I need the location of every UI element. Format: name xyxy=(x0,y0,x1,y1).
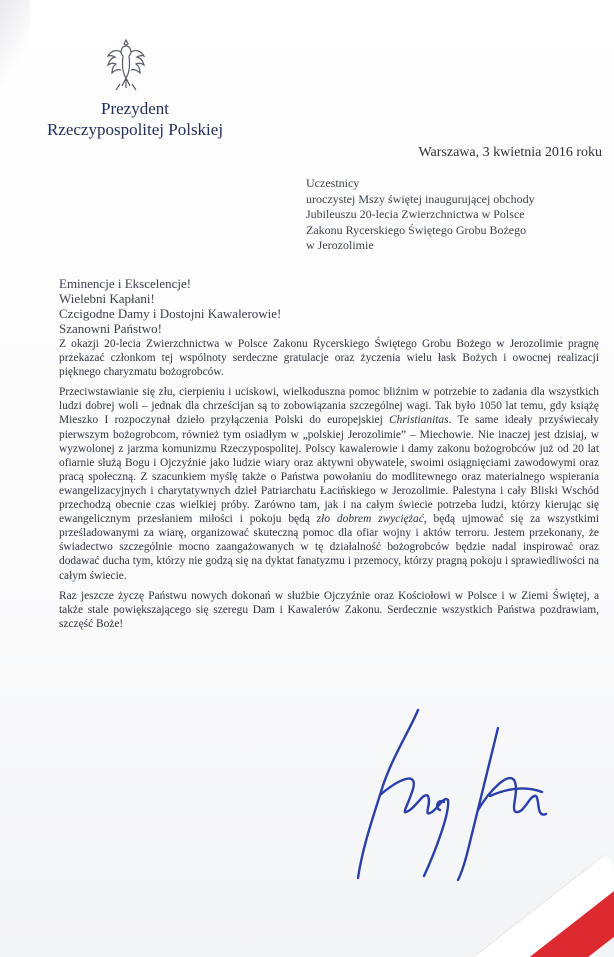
paragraph-1: Z okazji 20-lecia Zwierzchnictwa w Polsce Zakonu Rycerskiego Świętego Grobu Bożego w Jerozolimie pragnę przekazać członkom tej wspólnoty serdeczne gratulacje oraz życzenia wielu łask Bożych i owocnej realizacji pięknego charyzmatu bożogrobców. xyxy=(59,338,599,379)
recipient-line: Uczestnicy xyxy=(306,176,360,190)
office-line-2: Rzeczypospolitej Polskiej xyxy=(46,120,224,139)
salutation-block xyxy=(59,276,281,336)
recipient-block xyxy=(306,176,596,254)
letter-body xyxy=(59,337,599,637)
paragraph-2 xyxy=(59,385,599,582)
christianitas-term: Christianitas xyxy=(389,414,449,427)
paragraph-2-part-c: , będą ujmować się za wszystkimi prześladowanymi za wiarę, organizować skuteczną pomoc dla ofiar wojny i aktów terroru. Jestem przekonany, że świadectwo szczególnie mocno zaangażowanych w tę działalność bożogrobców będzie nadal inspirować oraz dodawać ducha tym, którzy nie godzą się na dyktat fanatyzmu i przemocy, którzy pragną pokoju i sprawiedliwości na całym świecie. xyxy=(59,513,599,582)
salutation-line: Eminencje i Ekscelencje! xyxy=(59,276,192,291)
paragraph-2-part-b: . Te same ideały przyświecały pierwszym bożogrobcom, również tym osiadłym w „polskiej Jerozolimie” – Miechowie. Nie inaczej jest dzisiaj, w wyzwolonej z jarzma komunizmu Rzeczypospolitej. Polscy kawalerowie i damy zakonu bożogrobców już od 20 lat ofiarnie służą Bogu i Ojczyźnie jako ludzie wiary oraz aktywni obywatele, swoimi osiągnięciami zawodowymi oraz pracą społeczną. Z szacunkiem myślę także o Państwa powołaniu do modlitewnego oraz materialnego wspierania ewangelizacyjnych i charytatywnych dzieł Patriarchatu Łacińskiego w Jerozolimie. Palestyna i cały Bliski Wschód przechodzą obecnie czas wielkiej próby. Zarówno tam, jak i na całym świecie potrzeba ludzi, którzy kierując się ewangelicznym przesłaniem miłości i pokoju będą xyxy=(59,414,599,526)
paper-fold xyxy=(0,0,30,110)
handwritten-signature xyxy=(340,700,580,890)
recipient-line: uroczystej Mszy świętej inaugurującej obchody xyxy=(306,191,535,206)
recipient-line: Jubileuszu 20-lecia Zwierzchnictwa w Polsce xyxy=(306,207,525,222)
salutation-line: Czcigodne Damy i Dostojni Kawalerowie! xyxy=(59,306,282,321)
paragraph-2-part-a: Przeciwstawianie się złu, cierpieniu i uciskowi, wielkoduszna pomoc bliźnim w potrzebie to zadania dla wszystkich ludzi dobrej woli – jednak dla chrześcijan są to zobowiązania szczególnej wagi. Tak było 1050 lat temu, gdy książę Mieszko I rozpoczynał dzieło przyłączenia Polski do europejskiej xyxy=(59,386,599,427)
paragraph-3: Raz jeszcze życzę Państwu nowych dokonań w służbie Ojczyźnie oraz Kościołowi w Polsce i w Ziemi Świętej, a także stale powiększającego się szeregu Dam i Kawalerów Zakonu. Serdecznie wszystkich Państwa pozdrawiam, szczęść Boże! xyxy=(59,589,599,630)
office-title xyxy=(40,98,230,140)
quote-italic: zło dobrem zwyciężać xyxy=(316,513,424,526)
recipient-line: w Jerozolimie xyxy=(306,238,374,253)
place-date: Warszawa, 3 kwietnia 2016 roku xyxy=(418,145,602,160)
salutation-line: Szanowni Państwo! xyxy=(59,321,162,336)
recipient-line: Zakonu Rycerskiego Świętego Grobu Bożego xyxy=(306,222,527,237)
polish-eagle-icon xyxy=(104,38,148,94)
office-line-1: Prezydent xyxy=(101,99,169,118)
salutation-line: Wielebni Kapłani! xyxy=(59,291,155,306)
